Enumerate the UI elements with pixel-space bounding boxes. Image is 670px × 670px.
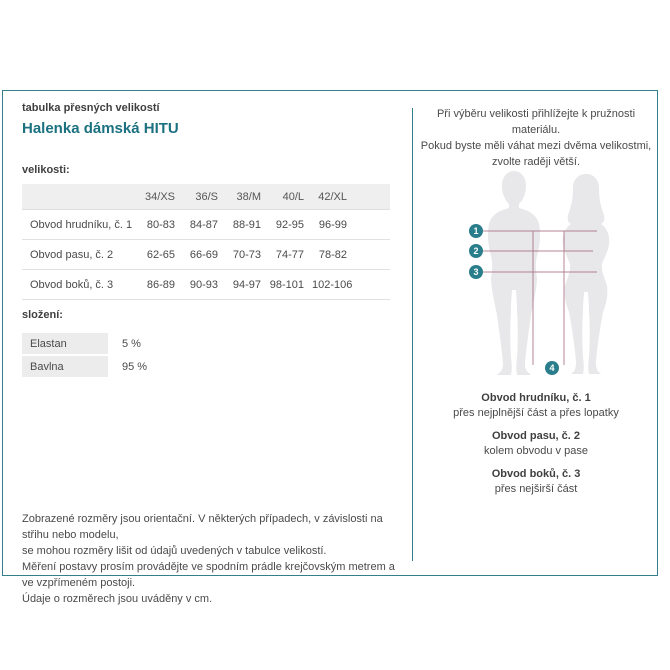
legend-item-title: Obvod pasu, č. 2 [491, 430, 581, 442]
size-value: 66-69 [183, 240, 226, 270]
size-table [22, 184, 390, 300]
size-value: 94-97 [226, 270, 269, 300]
legend-item [413, 391, 659, 421]
legend-item [413, 429, 659, 459]
legend-item-desc: kolem obvodu v pase [484, 445, 588, 457]
table-eyebrow: tabulka přesných velikostí [22, 102, 160, 114]
page-title: Halenka dámská HITU [22, 120, 179, 137]
size-table-corner-cell [22, 184, 140, 210]
size-value: 88-91 [226, 210, 269, 240]
legend-item-desc: přes nejširší část [494, 483, 578, 495]
male-silhouette [488, 171, 540, 375]
measure-marker-2: 2 [469, 244, 483, 258]
content-frame [2, 90, 658, 605]
size-column-header: 40/L [269, 184, 312, 210]
measurement-figure [441, 160, 653, 392]
size-column-header: 42/XL [312, 184, 355, 210]
measure-marker-3: 3 [469, 265, 483, 279]
material-name: Elastan [22, 333, 108, 354]
size-value: 74-77 [269, 240, 312, 270]
measurement-legend [413, 391, 659, 505]
legend-item-title: Obvod hrudníku, č. 1 [481, 392, 591, 404]
size-value: 90-93 [183, 270, 226, 300]
measure-marker-1: 1 [469, 224, 483, 238]
size-table-spacer-cell [355, 184, 390, 210]
size-value: 96-99 [312, 210, 355, 240]
material-percent: 95 % [122, 360, 148, 373]
size-value: 80-83 [140, 210, 183, 240]
material-percent: 5 % [122, 337, 141, 350]
size-column-header: 34/XS [140, 184, 183, 210]
size-value: 84-87 [183, 210, 226, 240]
disclaimer-line: Zobrazené rozměry jsou orientační. V některých případech, v závislosti na střihu nebo modelu, [22, 513, 383, 541]
size-value: 92-95 [269, 210, 312, 240]
size-value: 98-101 [269, 270, 312, 300]
size-value: 78-82 [312, 240, 355, 270]
fit-advice-line: Pokud byste měli váhat mezi dvěma velikostmi, [420, 140, 652, 152]
measurement-row-label: Obvod pasu, č. 2 [22, 240, 140, 270]
measurement-row-label: Obvod hrudníku, č. 1 [22, 210, 140, 240]
composition-section-label: složení: [22, 309, 63, 321]
table-row [22, 270, 390, 300]
list-item [22, 356, 182, 377]
size-column-header: 36/S [183, 184, 226, 210]
fit-advice-line: zvolte raději větší. [491, 156, 581, 168]
size-column-header: 38/M [226, 184, 269, 210]
disclaimer-text [22, 511, 402, 607]
size-table-spacer-cell [355, 210, 390, 240]
measure-marker-4: 4 [545, 361, 559, 375]
size-value: 70-73 [226, 240, 269, 270]
table-row [22, 240, 390, 270]
size-table-spacer-cell [355, 240, 390, 270]
composition-table [22, 331, 182, 379]
legend-item-desc: přes nejplnější část a přes lopatky [453, 407, 619, 419]
material-name: Bavlna [22, 356, 108, 377]
size-table-header-row [22, 184, 390, 210]
list-item [22, 333, 182, 354]
disclaimer-line: se mohou rozměry lišit od údajů uvedených v tabulce velikostí. [22, 545, 327, 557]
fit-advice-line: Při výběru velikosti přihlížejte k pružnosti materiálu. [436, 108, 636, 136]
size-value: 62-65 [140, 240, 183, 270]
size-value: 86-89 [140, 270, 183, 300]
disclaimer-line: Měření postavy prosím provádějte ve spodním prádle krejčovským metrem a ve vzpřímeném postoji. [22, 561, 395, 589]
table-row [22, 210, 390, 240]
sizes-section-label: velikosti: [22, 164, 70, 176]
disclaimer-line: Údaje o rozměrech jsou uváděny v cm. [22, 593, 213, 605]
measurement-row-label: Obvod boků, č. 3 [22, 270, 140, 300]
legend-item [413, 467, 659, 497]
legend-item-title: Obvod boků, č. 3 [491, 468, 581, 480]
size-table-spacer-cell [355, 270, 390, 300]
female-silhouette [563, 174, 609, 374]
size-value: 102-106 [312, 270, 355, 300]
